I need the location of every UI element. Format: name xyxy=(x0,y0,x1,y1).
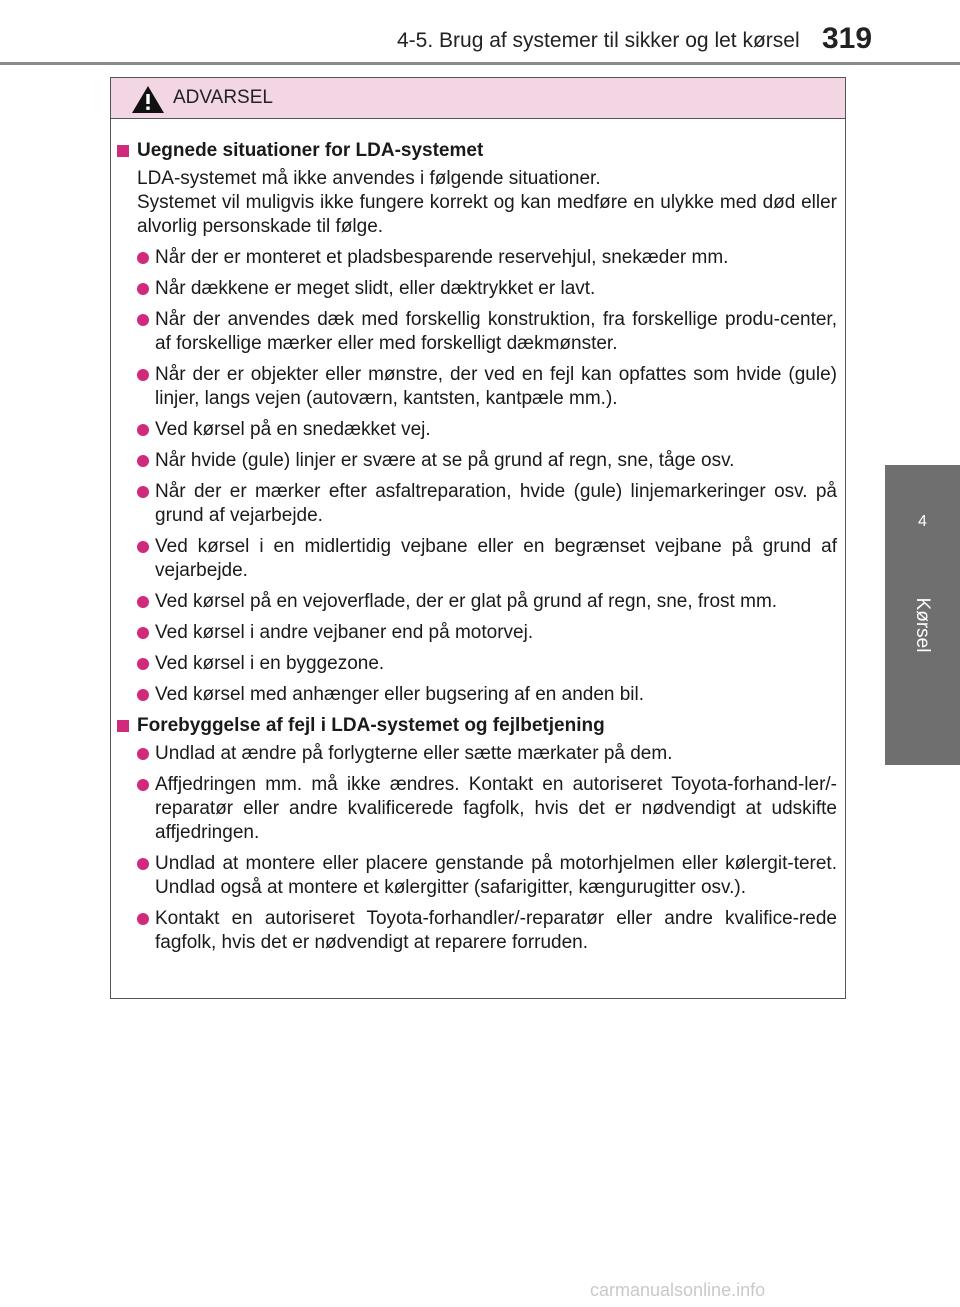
round-bullet-icon xyxy=(137,748,149,760)
bullet-list xyxy=(117,742,837,955)
list-item: Ved kørsel i andre vejbaner end på motorvej. xyxy=(137,621,837,645)
warning-triangle-icon xyxy=(131,84,165,114)
chapter-label: Kørsel xyxy=(912,597,933,653)
list-item: Undlad at ændre på forlygterne eller sætte mærkater på dem. xyxy=(137,742,837,766)
section-heading: Uegnede situationer for LDA-systemet xyxy=(117,139,837,163)
section-heading: Forebyggelse af fejl i LDA-systemet og fejlbetjening xyxy=(117,714,837,738)
round-bullet-icon xyxy=(137,541,149,553)
section-intro: Systemet vil muligvis ikke fungere korrekt og kan medføre en ulykke med død eller alvorlig personskade til følge. xyxy=(137,192,837,237)
round-bullet-icon xyxy=(137,858,149,870)
list-item: Når hvide (gule) linjer er svære at se på grund af regn, sne, tåge osv. xyxy=(137,449,837,473)
warning-header xyxy=(111,78,845,119)
page-number: 319 xyxy=(822,22,873,55)
list-item: Kontakt en autoriseret Toyota-forhandler/-reparatør eller andre kvalifice-rede fagfolk, hvis det er nødvendigt at reparere forruden. xyxy=(137,907,837,955)
round-bullet-icon xyxy=(137,627,149,639)
round-bullet-icon xyxy=(137,455,149,467)
warning-content xyxy=(111,119,845,955)
round-bullet-icon xyxy=(137,596,149,608)
chapter-number: 4 xyxy=(918,513,927,530)
round-bullet-icon xyxy=(137,283,149,295)
page-header xyxy=(0,0,960,62)
list-item: Når der er mærker efter asfaltreparation, hvide (gule) linjemarkeringer osv. på grund af vejarbejde. xyxy=(137,480,837,528)
list-item: Affjedringen mm. må ikke ændres. Kontakt en autoriseret Toyota-forhand-ler/-reparatør eller andre kvalificerede fagfolk, hvis det er nødvendigt at udskifte affjedringen. xyxy=(137,773,837,845)
list-item: Ved kørsel i en midlertidig vejbane eller en begrænset vejbane på grund af vejarbejde. xyxy=(137,535,837,583)
round-bullet-icon xyxy=(137,779,149,791)
header-divider xyxy=(0,62,960,65)
section-intro: LDA-systemet må ikke anvendes i følgende situationer. xyxy=(137,168,601,189)
round-bullet-icon xyxy=(137,314,149,326)
list-item: Når dækkene er meget slidt, eller dæktrykket er lavt. xyxy=(137,277,837,301)
round-bullet-icon xyxy=(137,689,149,701)
round-bullet-icon xyxy=(137,252,149,264)
round-bullet-icon xyxy=(137,369,149,381)
square-bullet-icon xyxy=(117,720,129,732)
warning-box xyxy=(110,77,846,999)
list-item: Ved kørsel med anhænger eller bugsering af en anden bil. xyxy=(137,683,837,707)
warning-title: ADVARSEL xyxy=(173,87,273,108)
round-bullet-icon xyxy=(137,913,149,925)
list-item: Undlad at montere eller placere genstande på motorhjelmen eller kølergit-teret. Undlad også at montere et kølergitter (safarigitter, kængurugitter osv.). xyxy=(137,852,837,900)
chapter-side-tab xyxy=(885,465,960,765)
watermark: carmanualsonline.info xyxy=(590,1280,766,1300)
round-bullet-icon xyxy=(137,424,149,436)
list-item: Ved kørsel på en snedækket vej. xyxy=(137,418,837,442)
round-bullet-icon xyxy=(137,486,149,498)
list-item: Når der anvendes dæk med forskellig konstruktion, fra forskellige produ-center, af forskellige mærker eller med forskelligt dækmønster. xyxy=(137,308,837,356)
round-bullet-icon xyxy=(137,658,149,670)
bullet-list xyxy=(117,246,837,707)
list-item: Når der er monteret et pladsbesparende reservehjul, snekæder mm. xyxy=(137,246,837,270)
list-item: Ved kørsel i en byggezone. xyxy=(137,652,837,676)
section-title: 4-5. Brug af systemer til sikker og let kørsel xyxy=(397,29,800,52)
list-item: Når der er objekter eller mønstre, der ved en fejl kan opfattes som hvide (gule) linjer, langs vejen (autoværn, kantsten, kantpæle mm.). xyxy=(137,363,837,411)
square-bullet-icon xyxy=(117,145,129,157)
list-item: Ved kørsel på en vejoverflade, der er glat på grund af regn, sne, frost mm. xyxy=(137,590,837,614)
